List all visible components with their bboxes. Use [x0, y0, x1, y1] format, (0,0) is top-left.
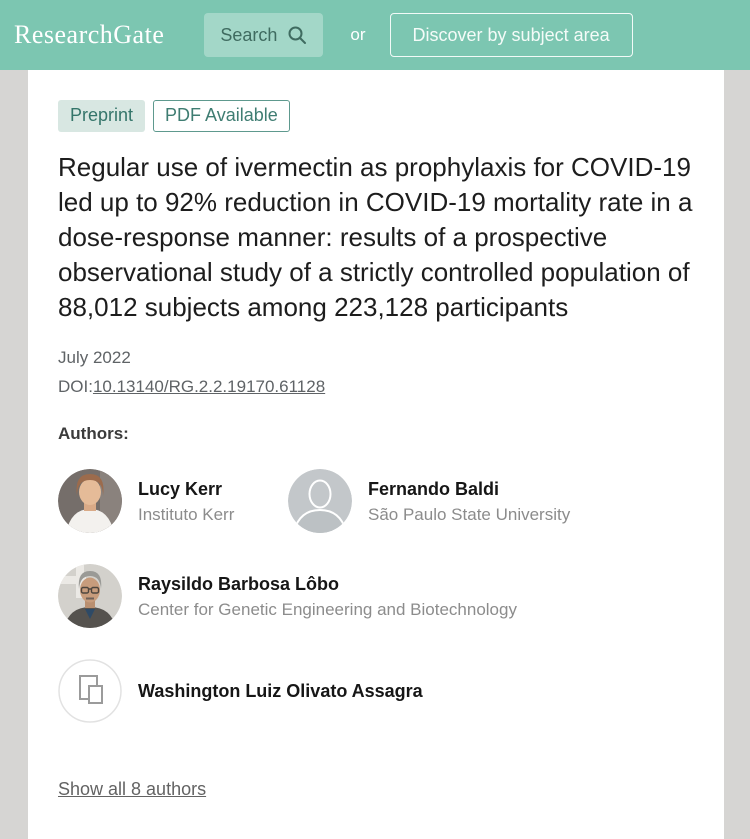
author-item[interactable]	[58, 564, 694, 628]
search-icon	[287, 25, 307, 45]
author-affiliation: São Paulo State University	[368, 504, 571, 524]
author-item[interactable]	[58, 469, 288, 533]
author-item[interactable]	[58, 659, 694, 723]
author-text	[138, 679, 423, 703]
badges-row	[58, 100, 694, 132]
top-navbar	[0, 0, 750, 70]
pdf-available-badge[interactable]: PDF Available	[153, 100, 290, 132]
page-background	[0, 70, 750, 839]
authors-section-label: Authors:	[58, 424, 129, 443]
doi-link[interactable]: 10.13140/RG.2.2.19170.61128	[92, 377, 326, 396]
author-affiliation: Center for Genetic Engineering and Biotechnology	[138, 599, 517, 619]
doi-label: DOI:	[58, 377, 93, 396]
publication-date: July 2022	[58, 348, 131, 367]
author-name: Lucy Kerr	[138, 478, 223, 499]
author-avatar	[58, 564, 122, 628]
author-name: Fernando Baldi	[368, 478, 500, 499]
author-text	[138, 572, 517, 621]
author-name: Raysildo Barbosa Lôbo	[138, 573, 340, 594]
publication-title: Regular use of ivermectin as prophylaxis for COVID-19 led up to 92% reduction in COVID-19 mortality rate in a dose-response manner: results of a prospective observational study of a strictly controlled population of 88,012 subjects among 223,128 participants	[58, 152, 693, 322]
search-button[interactable]	[204, 13, 323, 57]
show-all-authors-link[interactable]: Show all 8 authors	[58, 779, 207, 799]
or-separator-label: or	[350, 25, 366, 44]
author-text	[138, 477, 234, 526]
publication-pages-icon	[58, 659, 122, 723]
search-button-label: Search	[220, 24, 278, 45]
author-name: Washington Luiz Olivato Assagra	[138, 681, 423, 701]
author-item[interactable]	[288, 469, 694, 533]
preprint-badge: Preprint	[58, 100, 145, 132]
researchgate-logo[interactable]: ResearchGate	[14, 20, 165, 49]
author-text	[368, 477, 570, 526]
doi-line	[58, 377, 694, 397]
publication-card	[28, 70, 724, 839]
author-avatar	[58, 469, 122, 533]
authors-list	[58, 469, 694, 723]
author-avatar	[288, 469, 352, 533]
author-affiliation: Instituto Kerr	[138, 504, 235, 524]
discover-by-subject-button[interactable]: Discover by subject area	[390, 13, 633, 57]
